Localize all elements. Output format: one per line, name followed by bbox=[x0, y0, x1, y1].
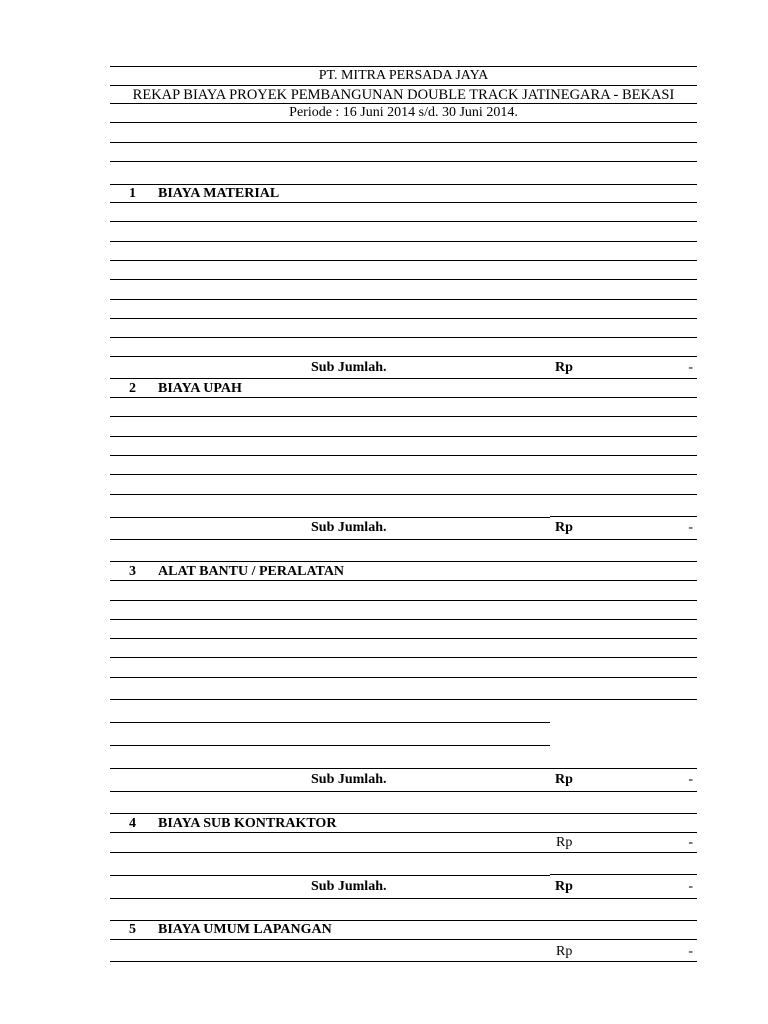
section-title: BIAYA UMUM LAPANGAN bbox=[158, 922, 332, 937]
section-number: 4 bbox=[129, 816, 136, 831]
subtotal-label: Sub Jumlah. bbox=[311, 879, 387, 894]
section-number: 5 bbox=[129, 922, 136, 937]
report-title: REKAP BIAYA PROYEK PEMBANGUNAN DOUBLE TRACK JATINEGARA - BEKASI bbox=[132, 87, 675, 103]
section-number: 1 bbox=[129, 186, 136, 201]
subtotal-amount: - bbox=[688, 360, 693, 375]
item-currency-label: Rp bbox=[556, 835, 573, 850]
subtotal-label: Sub Jumlah. bbox=[311, 772, 387, 787]
section-title: ALAT BANTU / PERALATAN bbox=[158, 564, 345, 579]
subtotal-label: Sub Jumlah. bbox=[311, 360, 387, 375]
item-amount: - bbox=[688, 835, 693, 850]
item-currency-label: Rp bbox=[556, 944, 573, 959]
subtotal-amount: - bbox=[688, 772, 693, 787]
section-title: BIAYA SUB KONTRAKTOR bbox=[158, 816, 337, 831]
subtotal-label: Sub Jumlah. bbox=[311, 520, 387, 535]
currency-label: Rp bbox=[555, 772, 573, 787]
currency-label: Rp bbox=[555, 520, 573, 535]
item-amount: - bbox=[688, 944, 693, 959]
section-number: 2 bbox=[129, 381, 136, 396]
section-title: BIAYA UPAH bbox=[158, 381, 242, 396]
subtotal-amount: - bbox=[688, 520, 693, 535]
section-title: BIAYA MATERIAL bbox=[158, 186, 280, 201]
subtotal-amount: - bbox=[688, 879, 693, 894]
currency-label: Rp bbox=[555, 360, 573, 375]
currency-label: Rp bbox=[555, 879, 573, 894]
report-period: Periode : 16 Juni 2014 s/d. 30 Juni 2014. bbox=[289, 105, 518, 120]
company-name: PT. MITRA PERSADA JAYA bbox=[318, 68, 489, 83]
section-number: 3 bbox=[129, 564, 136, 579]
